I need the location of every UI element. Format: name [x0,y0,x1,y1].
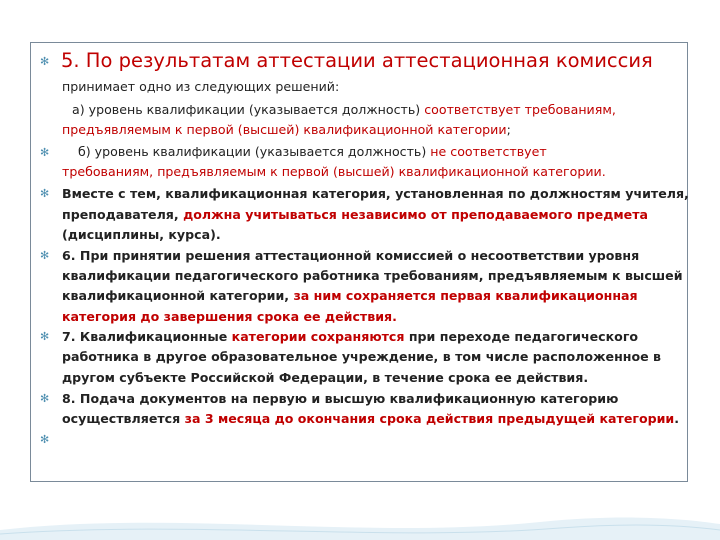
text-line [78,144,547,159]
text-line [72,102,616,117]
text-line [62,186,689,201]
text-run: преподавателя, [62,207,184,222]
text-line [62,349,661,364]
text-line [62,207,648,222]
text-run: предъявляемым к первой (высшей) квалификационной категории [62,122,507,137]
text-run: квалификации педагогического работника требованиям, предъявляемым к высшей [62,268,683,283]
bullet-asterisk-icon: ✻ [40,146,50,159]
text-run: работника в другое образовательное учреждение, в том числе расположенное в [62,349,662,364]
text-run: при переходе педагогического [404,329,639,344]
text-run: соответствует требованиям, [424,102,616,117]
text-line [62,309,397,324]
bullet-asterisk-icon: ✻ [40,249,50,262]
text-run: Вместе с тем, квалификационная категория, установленная по должностям учителя, [62,186,689,201]
text-line [62,329,638,344]
text-run: осуществляется [62,411,185,426]
text-run: б) уровень квалификации (указывается должность) [78,144,431,159]
text-run: должна учитываться независимо от преподаваемого предмета [183,207,648,222]
text-run: . [674,411,680,426]
text-run: принимает одно из следующих решений: [62,79,340,94]
text-run: категории сохраняются [231,329,405,344]
text-line [62,79,339,94]
text-run: другом субъекте Российской Федерации, в течение срока ее действия. [62,370,589,385]
text-line [62,122,511,137]
text-run: 7. Квалификационные [62,329,232,344]
text-run: требованиям, предъявляемым к первой (высшей) квалификационной категории. [62,164,606,179]
text-line [62,370,588,385]
text-run: за 3 месяца до окончания срока действия предыдущей категории [184,411,675,426]
text-run: за ним сохраняется первая квалификационная [293,288,638,303]
text-run: квалификационной категории, [62,288,294,303]
bullet-asterisk-icon: ✻ [40,187,50,200]
text-line [62,164,606,179]
text-line [62,227,221,242]
text-run: не соответствует [430,144,547,159]
text-run: а) уровень квалификации (указывается должность) [72,102,425,117]
bullet-asterisk-icon: ✻ [40,55,50,68]
text-run: (дисциплины, курса). [62,227,221,242]
bullet-asterisk-icon: ✻ [40,433,50,446]
text-line [62,288,638,303]
text-run: категория до завершения срока ее действия. [62,309,397,324]
text-line [62,248,639,263]
text-line [62,411,679,426]
slide-heading: 5. По результатам аттестации аттестационная комиссия [61,49,653,72]
text-run: ; [506,122,511,137]
bullet-asterisk-icon: ✻ [40,392,50,405]
text-line [62,268,683,283]
bullet-asterisk-icon: ✻ [40,330,50,343]
text-run: 8. Подача документов на первую и высшую квалификационную категорию [62,391,619,406]
text-run: 6. При принятии решения аттестационной комиссией о несоответствии уровня [62,248,640,263]
decorative-wave [0,500,720,540]
text-line [62,391,618,406]
